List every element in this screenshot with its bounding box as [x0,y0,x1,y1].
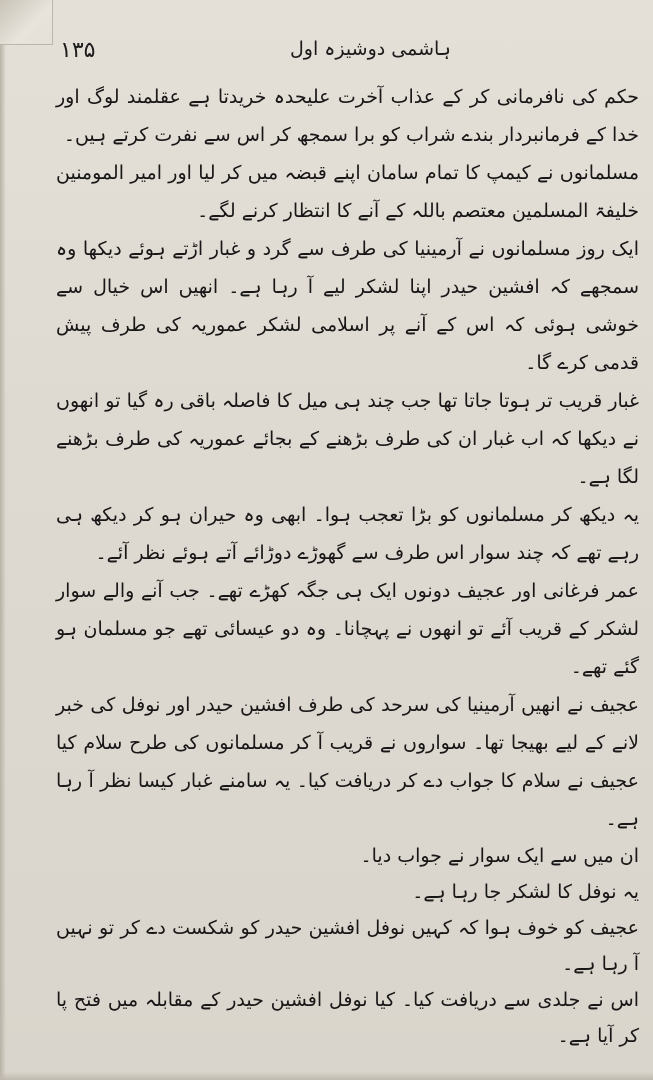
page-left-edge [0,0,6,1080]
paragraph: مسلمانوں نے کیمپ کا تمام سامان اپنے قبضہ میں کر لیا اور امیر المومنین خلیفۃ المسلمین معتصم باللہ کے آنے کا انتظار کرنے لگے۔ [56,162,639,222]
paragraph: یہ نوفل کا لشکر جا رہا ہے۔ [412,881,639,903]
paragraph: غبار قریب تر ہوتا جاتا تھا جب چند ہی میل کا فاصلہ باقی رہ گیا تو انھوں نے دیکھا کہ اب غبار ان کی طرف بڑھنے کے بجائے عموریہ کی طرف بڑھنے لگا ہے۔ [56,390,639,488]
paragraph: عجیف نے انھیں آرمینیا کی سرحد کی طرف افشین حیدر اور نوفل کی خبر لانے کے لیے بھیجا تھا۔ سواروں نے قریب آ کر مسلمانوں کی طرح سلام کیا عجیف نے سلام کا جواب دے کر دریافت کیا۔ یہ سامنے غبار کیسا نظر آ رہا ہے۔ [56,694,639,830]
page-header [60,38,633,72]
paragraph: عجیف کو خوف ہوا کہ کہیں نوفل افشین حیدر کو شکست دے کر تو نہیں آ رہا ہے۔ [56,917,639,975]
paragraph: عمر فرغانی اور عجیف دونوں ایک ہی جگہ کھڑے تھے۔ جب آنے والے سوار لشکر کے قریب آئے تو انھوں نے پہچانا۔ وہ دو عیسائی تھے جو مسلمان ہو گئے تھے۔ [56,580,639,678]
paragraph: حکم کی نافرمانی کر کے عذاب آخرت علیحدہ خریدتا ہے عقلمند لوگ اور خدا کے فرمانبردار بندے شراب کو برا سمجھ کر اس سے نفرت کرتے ہیں۔ [56,86,639,146]
paragraph: ایک روز مسلمانوں نے آرمینیا کی طرف سے گرد و غبار اڑتے ہوئے دیکھا وہ سمجھے کہ افشین حیدر اپنا لشکر لیے آ رہا ہے۔ انھیں اس خیال سے خوشی ہوئی کہ اس کے آنے پر اسلامی لشکر عموریہ کی طرف پیش قدمی کرے گا۔ [56,238,639,374]
body-text [56,78,639,1054]
paragraph: یہ دیکھ کر مسلمانوں کو بڑا تعجب ہوا۔ ابھی وہ حیران ہو کر دیکھ ہی رہے تھے کہ چند سوار اس طرف سے گھوڑے دوڑائے آتے ہوئے نظر آئے۔ [56,504,639,564]
page-bottom-edge [0,1072,653,1080]
paragraph: ان میں سے ایک سوار نے جواب دیا۔ [360,845,639,867]
page-number: ۱۳۵ [60,38,96,63]
running-title: ہاشمی دوشیزہ اول [290,38,451,60]
page-corner-fold [0,0,53,45]
paragraph: اس نے جلدی سے دریافت کیا۔ کیا نوفل افشین حیدر کے مقابلہ میں فتح پا کر آیا ہے۔ [56,989,639,1047]
